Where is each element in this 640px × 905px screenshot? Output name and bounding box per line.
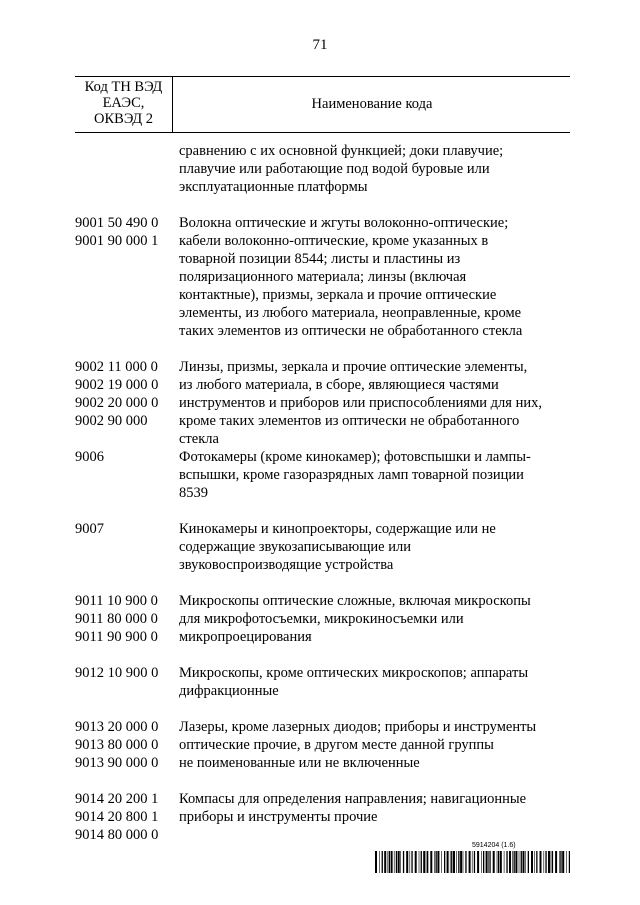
name-line: звуковоспроизводящие устройства <box>179 557 394 573</box>
barcode-bar <box>519 851 520 873</box>
name-line: приборы и инструменты прочие <box>179 809 378 825</box>
barcode-bar <box>523 851 525 873</box>
name-line: кабели волоконно-оптические, кроме указанных в <box>179 233 489 249</box>
barcode-bar <box>514 851 515 873</box>
barcode-bar <box>453 851 455 873</box>
code-value: 9014 80 000 0 <box>75 827 159 843</box>
code-value: 9007 <box>75 521 104 537</box>
name-line: Кинокамеры и кинопроекторы, содержащие или не <box>179 521 496 537</box>
barcode-bar <box>451 851 452 873</box>
name-cell <box>179 214 570 340</box>
barcode-bar <box>489 851 490 873</box>
barcode-bar <box>525 851 526 873</box>
code-value: 9013 20 000 0 <box>75 719 159 735</box>
code-cell <box>75 718 179 772</box>
table-header <box>75 76 570 133</box>
barcode-bar <box>444 851 445 873</box>
name-line: элементы, из любого материала, неоправленные, кроме <box>179 305 522 321</box>
table-row <box>75 664 570 700</box>
code-cell <box>75 592 179 646</box>
header-code-column <box>75 77 173 132</box>
name-line: из любого материала, в сборе, являющиеся частями <box>179 377 499 393</box>
code-value: 9013 80 000 0 <box>75 737 159 753</box>
name-line: контактные), призмы, зеркала и прочие оптические <box>179 287 497 303</box>
name-line: оптические прочие, в другом месте данной группы <box>179 737 494 753</box>
code-value: 9011 10 900 0 <box>75 593 158 609</box>
barcode-bar <box>474 851 475 873</box>
barcode-bar <box>509 851 511 873</box>
barcode-bar <box>410 851 411 873</box>
name-line: плавучие или работающие под водой буровые или <box>179 161 490 177</box>
code-value: 9002 11 000 0 <box>75 359 158 375</box>
name-line: Микроскопы, кроме оптических микроскопов; аппараты <box>179 665 529 681</box>
code-cell <box>75 520 179 574</box>
name-line: 8539 <box>179 485 208 501</box>
barcode-bar <box>559 851 560 873</box>
barcode-bar <box>403 851 404 873</box>
name-line: микропроецирования <box>179 629 312 645</box>
name-cell <box>179 520 570 574</box>
code-value: 9014 20 200 1 <box>75 791 159 807</box>
table-row <box>75 142 570 196</box>
table-row <box>75 718 570 772</box>
table-row <box>75 448 570 502</box>
barcode-bar <box>460 851 462 873</box>
code-cell <box>75 790 179 844</box>
code-value: 9002 19 000 0 <box>75 377 159 393</box>
barcode-bar <box>411 851 412 873</box>
barcode-bar <box>548 851 550 873</box>
barcode-bar <box>463 851 464 873</box>
barcode-bar <box>560 851 561 873</box>
barcode-bar <box>493 851 495 873</box>
barcode-bar <box>521 851 522 873</box>
barcode-bar <box>388 851 389 873</box>
barcode-bar <box>391 851 393 873</box>
header-code-line: ЕАЭС, <box>102 95 145 111</box>
barcode-bar <box>534 851 535 873</box>
barcode-bar <box>498 851 499 873</box>
name-cell <box>179 718 570 772</box>
table-row <box>75 214 570 340</box>
name-cell <box>179 592 570 646</box>
name-line: инструментов и приборов или приспособлениями для них, <box>179 395 542 411</box>
code-cell <box>75 358 179 448</box>
name-line: Волокна оптические и жгуты волоконно-оптические; <box>179 215 509 231</box>
barcode-bar <box>419 851 420 873</box>
barcode-bar <box>540 851 542 873</box>
barcode-bar <box>551 851 552 873</box>
name-line: содержащие звукозаписывающие или <box>179 539 411 555</box>
code-value: 9001 90 000 1 <box>75 233 159 249</box>
barcode-bar <box>379 851 380 873</box>
barcode-bar <box>382 851 383 873</box>
barcode-bar <box>437 851 439 873</box>
barcode-bar <box>430 851 432 873</box>
code-value: 9011 90 900 0 <box>75 629 158 645</box>
barcode-bar <box>427 851 428 873</box>
name-cell <box>179 142 570 196</box>
barcode-bar <box>528 851 529 873</box>
table-row <box>75 358 570 448</box>
barcode-bar <box>515 851 517 873</box>
name-line: Линзы, призмы, зеркала и прочие оптические элементы, <box>179 359 528 375</box>
barcode-bar <box>436 851 437 873</box>
barcode-bar <box>504 851 505 873</box>
barcode-bar <box>406 851 408 873</box>
barcode-bar <box>566 851 567 873</box>
code-cell <box>75 142 179 196</box>
barcode-bar <box>481 851 482 873</box>
barcode-bar <box>415 851 417 873</box>
barcode-bar <box>531 851 533 873</box>
barcode-bar <box>512 851 513 873</box>
name-line: стекла <box>179 431 219 447</box>
barcode-image <box>375 851 570 873</box>
name-line: не поименованные или не включенные <box>179 755 420 771</box>
name-line: вспышки, кроме газоразрядных ламп товарной позиции <box>179 467 524 483</box>
code-value: 9012 10 900 0 <box>75 665 159 681</box>
barcode-bar <box>545 851 546 873</box>
code-cell <box>75 448 179 502</box>
barcode-bar <box>569 851 570 873</box>
name-line: для микрофотосъемки, микрокиносъемки или <box>179 611 464 627</box>
barcode-bar <box>389 851 390 873</box>
name-cell <box>179 664 570 700</box>
name-line: Фотокамеры (кроме кинокамер); фотовспышки и лампы- <box>179 449 531 465</box>
header-code-line: Код ТН ВЭД <box>84 79 163 95</box>
code-value: 9013 90 000 0 <box>75 755 159 771</box>
barcode-bar <box>500 851 502 873</box>
barcode-bar <box>447 851 449 873</box>
name-line: кроме таких элементов из оптически не обработанного <box>179 413 520 429</box>
table-body <box>75 142 570 844</box>
barcode-bar <box>421 851 422 873</box>
code-value: 9014 20 800 1 <box>75 809 159 825</box>
barcode-bar <box>562 851 564 873</box>
barcode-bar <box>506 851 507 873</box>
name-line: таких элементов из оптически не обработанного стекла <box>179 323 523 339</box>
barcode-bar <box>486 851 488 873</box>
barcode-bar <box>375 851 377 873</box>
table-row <box>75 592 570 646</box>
page-number: 71 <box>312 37 328 53</box>
barcode-bar <box>465 851 466 873</box>
barcode-bar <box>552 851 553 873</box>
barcode-bar <box>497 851 498 873</box>
table-row <box>75 520 570 574</box>
code-value: 9011 80 000 0 <box>75 611 158 627</box>
code-value: 9002 20 000 0 <box>75 395 159 411</box>
name-line: Лазеры, кроме лазерных диодов; приборы и инструменты <box>179 719 537 735</box>
barcode-bar <box>456 851 457 873</box>
barcode-bar <box>483 851 484 873</box>
barcode-bar <box>555 851 557 873</box>
name-cell <box>179 790 570 844</box>
barcode-bar <box>477 851 479 873</box>
barcode-label: 5914204 (1.6) <box>472 842 516 849</box>
barcode-bar <box>426 851 427 873</box>
name-line: сравнению с их основной функцией; доки плавучие; <box>179 143 504 159</box>
code-cell <box>75 664 179 700</box>
barcode-bar <box>423 851 425 873</box>
barcode-bar <box>488 851 489 873</box>
barcode-bar <box>450 851 451 873</box>
name-line: Микроскопы оптические сложные, включая микроскопы <box>179 593 531 609</box>
name-cell <box>179 448 570 502</box>
code-cell <box>75 214 179 340</box>
code-value: 9002 90 000 <box>75 413 148 429</box>
barcode-bar <box>384 851 386 873</box>
barcode-bar <box>458 851 459 873</box>
barcode-bar <box>469 851 471 873</box>
name-line: Компасы для определения направления; навигационные <box>179 791 527 807</box>
barcode-bar <box>434 851 435 873</box>
table-row <box>75 790 570 844</box>
name-line: товарной позиции 8544; листы и пластины из <box>179 251 461 267</box>
header-name-column: Наименование кода <box>311 96 433 112</box>
code-value: 9001 50 490 0 <box>75 215 159 231</box>
barcode-bar <box>536 851 537 873</box>
barcode-bar <box>398 851 400 873</box>
barcode-bar <box>400 851 401 873</box>
barcode-bar <box>394 851 395 873</box>
name-cell <box>179 358 570 448</box>
name-line: дифракционные <box>179 683 279 699</box>
barcode-bar <box>544 851 545 873</box>
name-line: эксплуатационные платформы <box>179 179 368 195</box>
barcode-bar <box>396 851 397 873</box>
header-code-line: ОКВЭД 2 <box>94 111 153 127</box>
code-value: 9006 <box>75 449 104 465</box>
barcode-bar <box>472 851 473 873</box>
barcode-bar <box>441 851 442 873</box>
name-line: поляризационного материала; линзы (включая <box>179 269 467 285</box>
